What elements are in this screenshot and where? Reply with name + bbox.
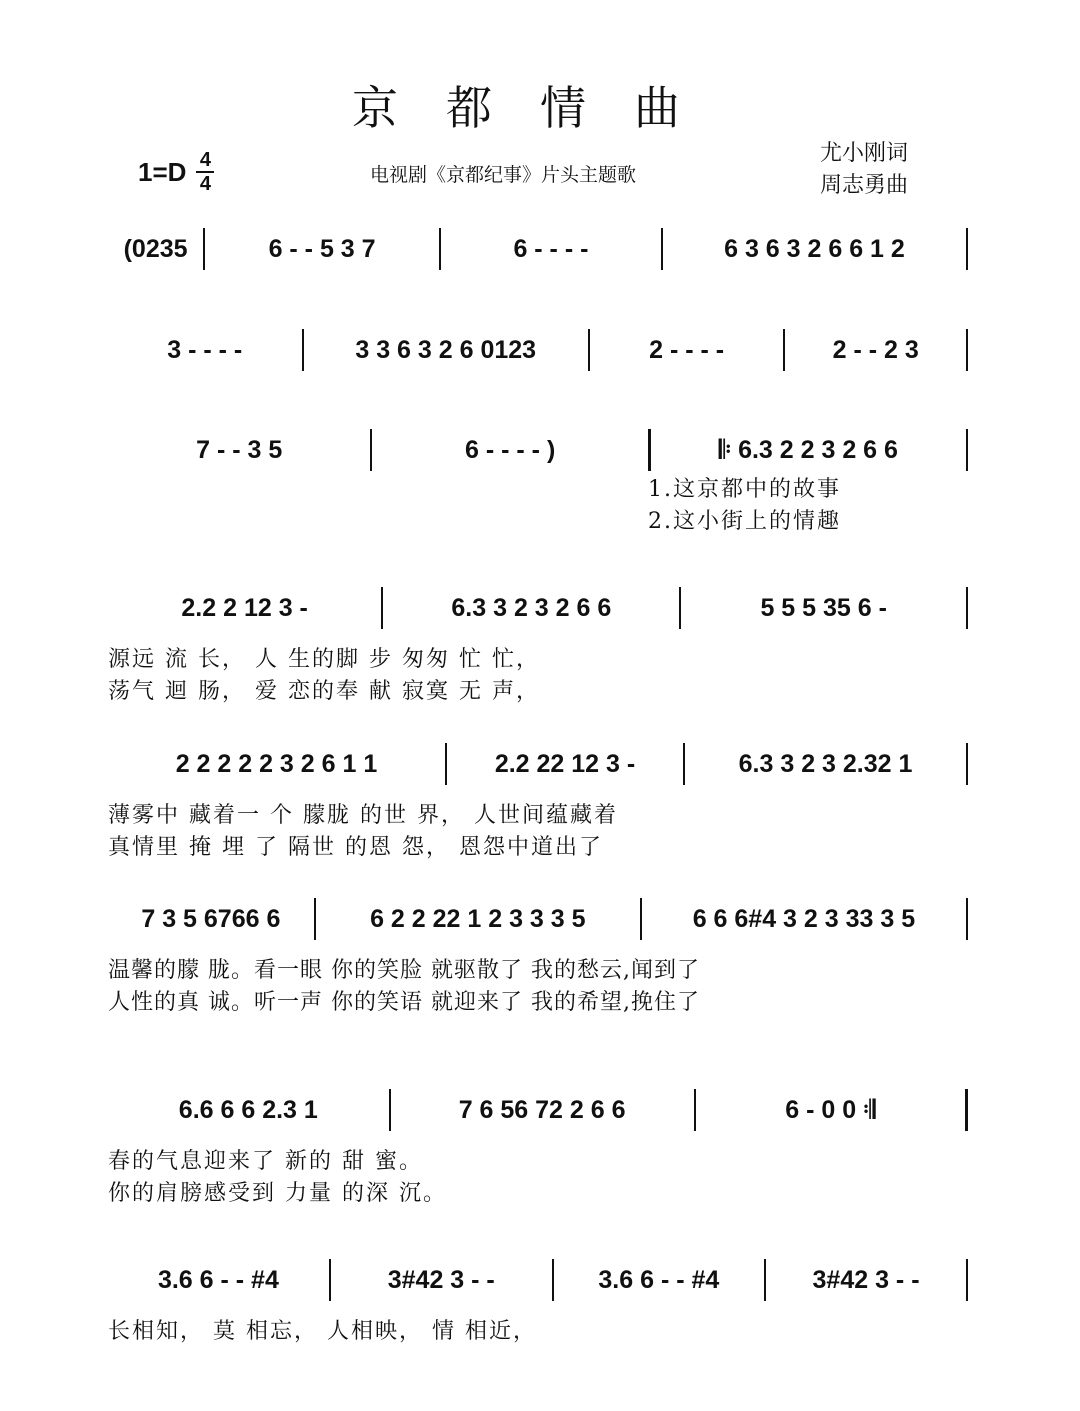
lyric-line-2: 人性的真 诚。听一声 你的笑语 就迎来了 我的希望,挽住了: [108, 990, 700, 1015]
lyric-line-2: 你的肩膀感受到 力量 的深 沉。: [108, 1181, 447, 1206]
measure: 3.6 6 - - #4: [157, 1265, 279, 1294]
meter-bottom: 4: [199, 173, 211, 195]
staff-row-1: [108, 225, 968, 273]
measure: 6.3 3 2 3 2 6 6: [451, 593, 612, 622]
lyric-line-1: 温馨的朦 胧。看一眼 你的笑脸 就驱散了 我的愁云,闻到了: [108, 958, 700, 983]
time-signature: [196, 150, 214, 194]
lyric-line-1: 春的气息迎来了 新的 甜 蜜。: [108, 1149, 423, 1174]
meter-top: 4: [199, 149, 211, 171]
measure: 6 - 0 0 𝄇: [785, 1095, 876, 1124]
measure: 6 3 6 3 2 6 6 1 2: [724, 234, 905, 263]
measure: 3 3 6 3 2 6 0123: [355, 335, 537, 364]
staff-row-7: [108, 1086, 968, 1210]
measure: 6 - - - -: [513, 234, 589, 263]
measure: 2 2 2 2 2 3 2 6 1 1: [175, 749, 378, 778]
staff-row-2: [108, 326, 968, 374]
key-label: 1=D: [138, 156, 187, 187]
measure: 3 - - - -: [167, 335, 243, 364]
measure: 6 6 6#4 3 2 3 33 3 5: [692, 904, 916, 933]
composer: 周志勇曲: [820, 173, 909, 198]
measure: 2 - - 2 3: [832, 335, 919, 364]
lyric-line-1: 1.这京都中的故事: [648, 477, 841, 502]
measure: 2 - - - -: [649, 335, 725, 364]
lyricist: 尤小刚词: [820, 141, 909, 166]
credits: [820, 138, 908, 202]
measure: 𝄆 6.3 2 2 3 2 6 6: [718, 435, 898, 464]
lyric-line-1: 薄雾中 藏着一 个 朦胧 的世 界， 人世间蕴藏着: [108, 803, 618, 828]
measure: 3#42 3 - -: [387, 1265, 495, 1294]
staff-row-6: [108, 895, 968, 1019]
measure: 7 - - 3 5: [196, 435, 283, 464]
staff-row-5: [108, 740, 968, 864]
measure: 6 - - - - ): [465, 435, 556, 464]
measure: 2.2 22 12 3 -: [494, 749, 636, 778]
lyric-line-2: 2.这小街上的情趣: [648, 509, 841, 534]
lyric-line-1: 源远 流 长， 人 生的脚 步 匆匆 忙 忙，: [108, 647, 540, 672]
measure: 6 2 2 22 1 2 3 3 3 5: [370, 904, 586, 933]
measure: 6.6 6 6 2.3 1: [178, 1095, 318, 1124]
measure: 7 3 5 6766 6: [141, 904, 281, 933]
measure: 5 5 5 35 6 -: [760, 593, 887, 622]
staff-row-8: [108, 1256, 968, 1348]
measure: 3.6 6 - - #4: [598, 1265, 720, 1294]
staff-row-4: [108, 584, 968, 708]
lyric-line-1: 长相知， 莫 相忘， 人相映， 情 相近，: [108, 1319, 537, 1344]
key-signature: [138, 150, 214, 194]
measure: 2.2 2 12 3 -: [181, 593, 308, 622]
measure: 7 6 56 72 2 6 6: [458, 1095, 626, 1124]
song-subtitle: 电视剧《京都纪事》片头主题歌: [370, 164, 637, 186]
staff-row-3: [108, 426, 968, 538]
measure: 3#42 3 - -: [812, 1265, 920, 1294]
measure: 6 - - 5 3 7: [268, 234, 376, 263]
lyric-line-2: 荡气 迴 肠， 爱 恋的奉 献 寂寞 无 声，: [108, 679, 540, 704]
measure: (0235: [123, 234, 188, 263]
measure: 6.3 3 2 3 2.32 1: [738, 749, 913, 778]
song-title: 京都情曲: [352, 81, 728, 135]
lyric-line-2: 真情里 掩 埋 了 隔世 的恩 怨， 恩怨中道出了: [108, 835, 603, 860]
